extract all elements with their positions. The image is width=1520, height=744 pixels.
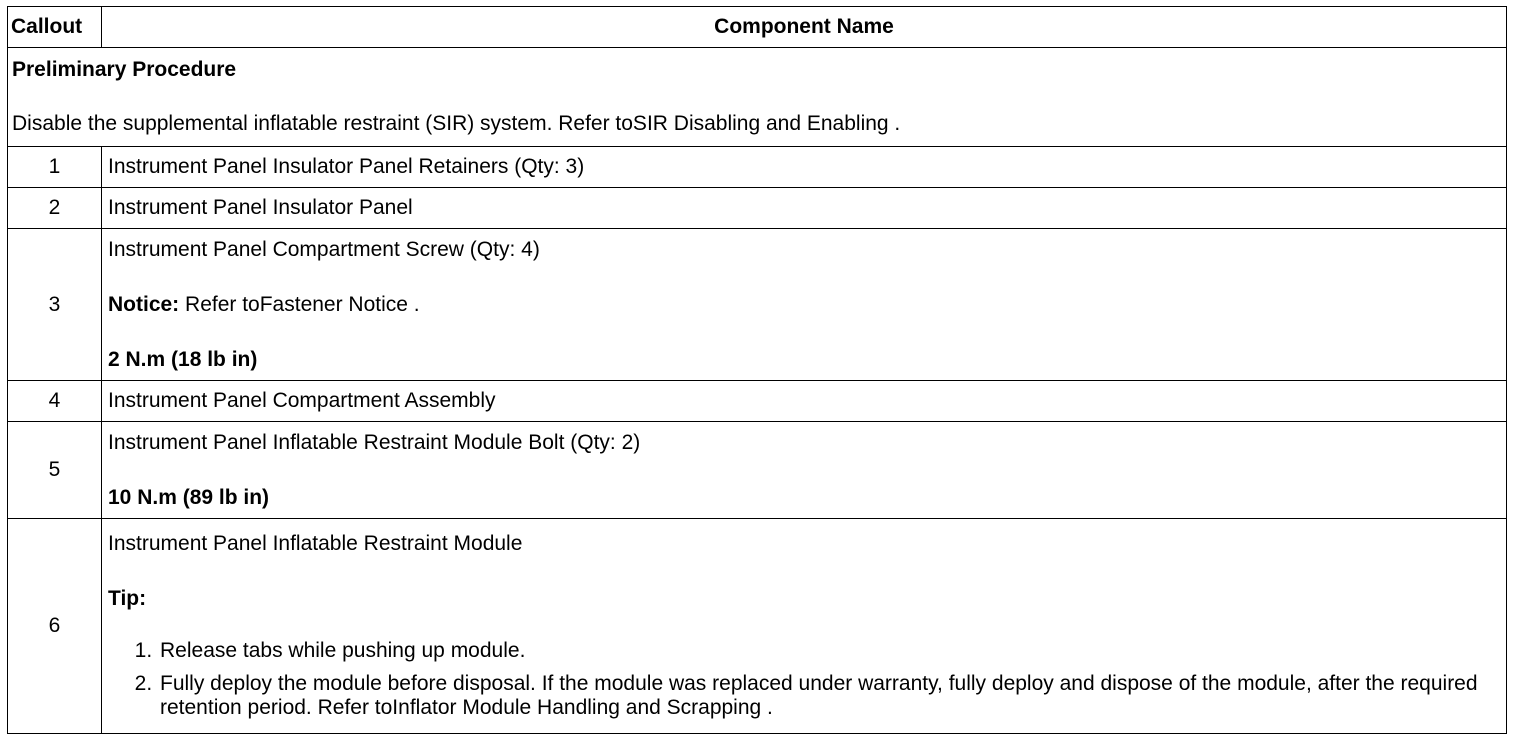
component-cell bbox=[102, 229, 1507, 381]
table-row bbox=[8, 422, 1507, 519]
preliminary-procedure-cell bbox=[8, 48, 1507, 147]
component-name: Instrument Panel Insulator Panel bbox=[102, 188, 1507, 229]
table-row bbox=[8, 188, 1507, 229]
preliminary-procedure-row bbox=[8, 48, 1507, 147]
preliminary-procedure-text: Disable the supplemental inflatable restraint (SIR) system. Refer toSIR Disabling and Enabling . bbox=[12, 112, 901, 135]
tip-item: 2. Fully deploy the module before disposal. If the module was replaced under warranty, fully deploy and dispose of the module, after the required retention period. Refer toInflator Module Handling and Scrapping . bbox=[158, 672, 1506, 720]
component-table bbox=[7, 6, 1507, 734]
table-row bbox=[8, 147, 1507, 188]
callout-number: 1 bbox=[8, 147, 102, 188]
component-table-container bbox=[7, 6, 1506, 734]
notice-text: Refer toFastener Notice . bbox=[179, 292, 420, 316]
preliminary-procedure-title: Preliminary Procedure bbox=[12, 58, 237, 81]
component-name: Instrument Panel Compartment Screw (Qty: 4) bbox=[108, 237, 540, 261]
table-header-row bbox=[8, 7, 1507, 48]
component-cell bbox=[102, 519, 1507, 734]
callout-number: 5 bbox=[8, 422, 102, 519]
torque-spec: 2 N.m (18 lb in) bbox=[108, 347, 258, 371]
component-name-column-header: Component Name bbox=[102, 7, 1507, 48]
table-row bbox=[8, 229, 1507, 381]
callout-number: 4 bbox=[8, 381, 102, 422]
torque-spec: 10 N.m (89 lb in) bbox=[108, 485, 270, 509]
notice-line bbox=[108, 293, 1506, 317]
callout-column-header: Callout bbox=[8, 7, 102, 48]
tip-item: 1. Release tabs while pushing up module. bbox=[158, 639, 1506, 663]
component-name: Instrument Panel Inflatable Restraint Module bbox=[108, 532, 523, 555]
component-name: Instrument Panel Inflatable Restraint Module Bolt (Qty: 2) bbox=[108, 430, 641, 454]
callout-number: 2 bbox=[8, 188, 102, 229]
component-name: Instrument Panel Insulator Panel Retainers (Qty: 3) bbox=[102, 147, 1507, 188]
tip-label: Tip: bbox=[108, 587, 147, 610]
tip-list bbox=[108, 639, 1506, 720]
component-name: Instrument Panel Compartment Assembly bbox=[102, 381, 1507, 422]
component-cell bbox=[102, 422, 1507, 519]
notice-label: Notice: bbox=[108, 292, 180, 316]
table-row bbox=[8, 381, 1507, 422]
callout-number: 3 bbox=[8, 229, 102, 381]
callout-number: 6 bbox=[8, 519, 102, 734]
table-row bbox=[8, 519, 1507, 734]
